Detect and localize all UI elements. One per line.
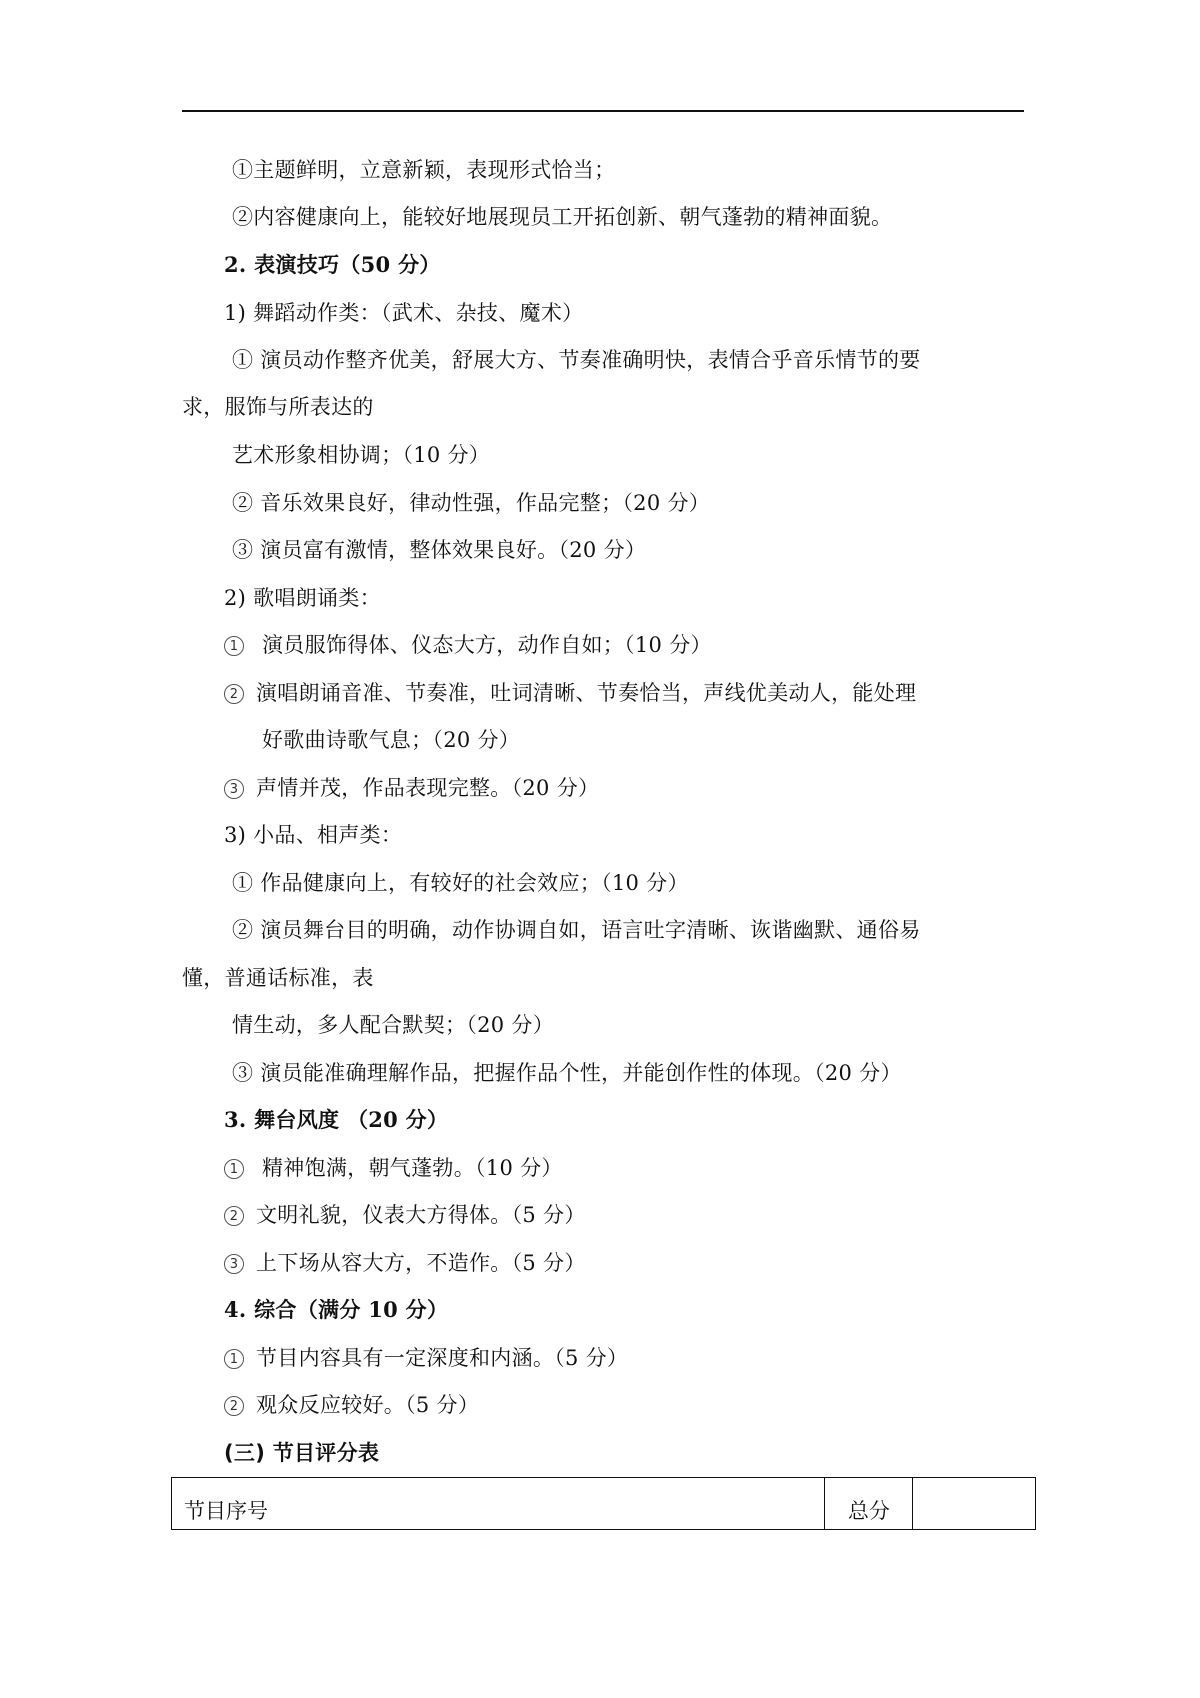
singing-item-2-cont: 好歌曲诗歌气息；（20 分） — [262, 728, 521, 752]
subsection-skit: 3) 小品、相声类： — [224, 823, 403, 847]
section-heading-stage: 3. 舞台风度 （20 分） — [224, 1107, 449, 1132]
circled-number: 2 — [224, 684, 244, 704]
circled-number: 2 — [224, 1206, 244, 1226]
stage-item-2 — [224, 1200, 586, 1230]
program-number-cell: 节目序号 — [172, 1478, 825, 1530]
total-score-label-cell: 总分 — [825, 1478, 913, 1530]
circled-number: 1 — [224, 1159, 244, 1179]
skit-item-2: ② 演员舞台目的明确，动作协调自如，语言吐字清晰、诙谐幽默、通俗易 — [232, 918, 921, 942]
skit-item-2-cont2: 情生动，多人配合默契；（20 分） — [232, 1013, 554, 1037]
singing-item-1 — [224, 630, 712, 660]
stage-item-1-text: 精神饱满，朝气蓬勃。（10 分） — [262, 1156, 563, 1180]
skit-item-2-cont: 懂，普通话标准，表 — [182, 966, 374, 990]
stage-item-2-text: 文明礼貌，仪表大方得体。（5 分） — [256, 1203, 586, 1227]
singing-item-2-text: 演唱朗诵音准、节奏准，吐词清晰、节奏恰当，声线优美动人，能处理 — [256, 681, 917, 705]
circled-number: 3 — [224, 779, 244, 799]
section-heading-score-table: (三) 节目评分表 — [224, 1441, 380, 1465]
overall-item-2 — [224, 1390, 479, 1420]
circled-number: 1 — [224, 636, 244, 656]
stage-item-1 — [224, 1153, 563, 1183]
stage-item-3 — [224, 1248, 586, 1278]
dance-item-1-cont2: 艺术形象相协调；（10 分） — [232, 443, 491, 467]
section-heading-overall: 4. 综合（满分 10 分） — [224, 1297, 449, 1322]
singing-item-1-text: 演员服饰得体、仪态大方，动作自如；（10 分） — [262, 633, 712, 657]
skit-item-1: ① 作品健康向上，有较好的社会效应；（10 分） — [232, 871, 689, 895]
singing-item-3-text: 声情并茂，作品表现完整。（20 分） — [256, 776, 600, 800]
subsection-dance: 1) 舞蹈动作类：（武术、杂技、魔术） — [224, 301, 584, 325]
overall-item-2-text: 观众反应较好。（5 分） — [256, 1393, 480, 1417]
dance-item-1-cont: 求，服饰与所表达的 — [182, 395, 374, 419]
dance-item-3: ③ 演员富有激情，整体效果良好。（20 分） — [232, 538, 647, 562]
dance-item-1: ① 演员动作整齐优美，舒展大方、节奏准确明快，表情合乎音乐情节的要 — [232, 348, 921, 372]
singing-item-3 — [224, 773, 599, 803]
circled-number: 1 — [224, 1349, 244, 1369]
subsection-singing: 2) 歌唱朗诵类： — [224, 586, 381, 610]
section-heading-performance: 2. 表演技巧（50 分） — [224, 252, 441, 277]
overall-item-1-text: 节目内容具有一定深度和内涵。（5 分） — [256, 1346, 629, 1370]
circled-number: 2 — [224, 1396, 244, 1416]
dance-item-2: ② 音乐效果良好，律动性强，作品完整；（20 分） — [232, 491, 711, 515]
stage-item-3-text: 上下场从容大方，不造作。（5 分） — [256, 1251, 586, 1275]
total-score-value-cell[interactable] — [913, 1478, 1036, 1530]
header-rule — [182, 110, 1024, 112]
circled-number: 3 — [224, 1254, 244, 1274]
skit-item-3: ③ 演员能准确理解作品，把握作品个性，并能创作性的体现。（20 分） — [232, 1061, 902, 1085]
singing-item-2 — [224, 678, 916, 708]
criterion-content: ②内容健康向上，能较好地展现员工开拓创新、朝气蓬勃的精神面貌。 — [232, 205, 893, 229]
score-table — [171, 1477, 1036, 1530]
overall-item-1 — [224, 1343, 628, 1373]
table-row — [172, 1478, 1036, 1530]
criterion-theme: ①主题鲜明，立意新颖，表现形式恰当； — [232, 158, 616, 182]
